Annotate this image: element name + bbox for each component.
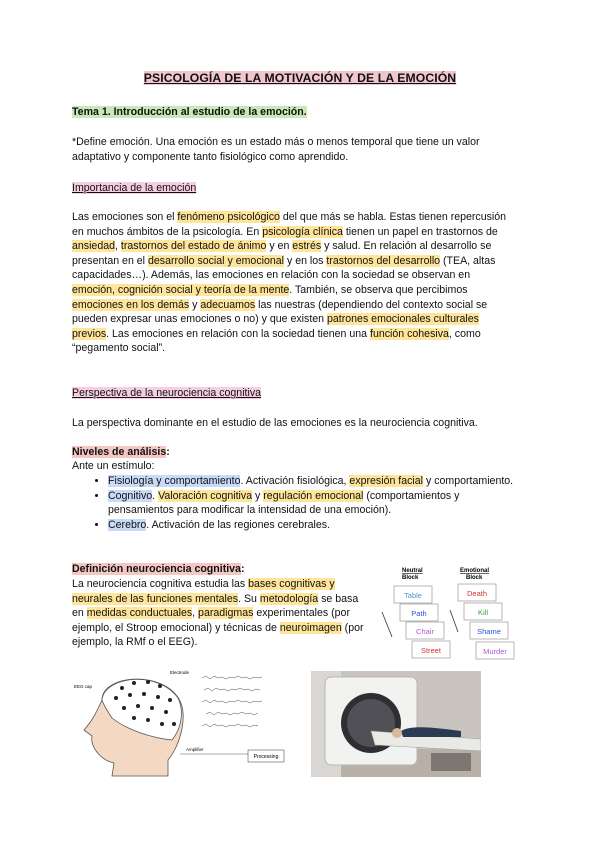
arrow-line	[450, 610, 458, 632]
niveles-intro: Ante un estímulo:	[72, 460, 155, 472]
niveles-heading: Niveles de análisis:	[72, 446, 170, 458]
def-heading: Definición neurociencia cognitiva:	[72, 563, 245, 575]
list-item: • Cerebro. Activación de las regiones cerebrales.	[108, 518, 528, 533]
emotional-label: Emotional	[460, 568, 490, 574]
stroop-word: Street	[420, 646, 442, 655]
stroop-word: Kill	[477, 608, 489, 617]
neutral-label: Neutral	[402, 568, 423, 574]
def-paragraph: La neurociencia cognitiva estudia las bases cognitivas y neurales de las funciones mentales. Su metodología se basa en medidas conductuales, paradigmas experimentales (por ejemplo, el Stroop emocional) y técnicas de neuroimagen (por ejemplo, la RMf o el EEG).	[72, 578, 364, 649]
tema-heading: Tema 1. Introducción al estudio de la emoción.	[72, 106, 307, 118]
define-paragraph: *Define emoción. Una emoción es un estado más o menos temporal que tiene un valor adaptativo y componente tanto fisiológico como aprendido.	[72, 136, 480, 163]
neutral-label-2: Block	[402, 575, 419, 581]
list-item: • Fisiología y comportamiento. Activación fisiológica, expresión facial y comportamiento.	[108, 474, 528, 489]
niveles-list	[72, 474, 528, 532]
stroop-word: Shame	[477, 627, 501, 636]
list-item: • Cognitivo. Valoración cognitiva y regulación emocional (comportamientos y pensamientos para modificar la intensidad de una emoción).	[108, 489, 528, 518]
amplifier-label: Amplifier	[186, 747, 204, 752]
electrode-label: Electrode	[170, 670, 190, 675]
stroop-word: Path	[411, 609, 427, 618]
arrow-line	[382, 612, 392, 637]
perspectiva-heading: Perspectiva de la neurociencia cognitiva	[72, 387, 262, 399]
stroop-word: Death	[466, 589, 488, 598]
perspectiva-paragraph: La perspectiva dominante en el estudio de las emociones es la neurociencia cognitiva.	[72, 417, 478, 429]
emotional-label-2: Block	[466, 575, 483, 581]
eeg-traces	[202, 676, 262, 727]
cap-label: EEG cap	[74, 684, 93, 689]
page-title: PSICOLOGÍA DE LA MOTIVACIÓN Y DE LA EMOCIÓN	[143, 71, 457, 85]
processing-label: Processing	[253, 754, 279, 760]
mri-photo	[311, 671, 481, 777]
stroop-word: Murder	[483, 647, 507, 656]
stroop-figure	[378, 562, 528, 670]
stroop-word: Chair	[416, 627, 434, 636]
importancia-paragraph: Las emociones son el fenómeno psicológico del que más se habla. Estas tienen repercusión en muchos ámbitos de la psicología. En psicología clínica tienen un papel en trastornos de ansiedad, trastornos del estado de ánimo y en estrés y salud. En relación al desarrollo se presentan en el desarrollo social y emocional y en los trastornos del desarrollo (TEA, altas capacidades…). Además, las emociones en relación con la sociedad se observan en emoción, cognición social y teoría de la mente. También, se observa que percibimos emociones en los demás y adecuamos las nuestras (dependiendo del contexto social se pueden expresar unas emociones o no) y que existen patrones emocionales culturales previos. Las emociones en relación con la sociedad tienen una función cohesiva, como “pegamento social”.	[72, 211, 507, 355]
importancia-heading: Importancia de la emoción	[72, 182, 197, 194]
stroop-word: Table	[404, 591, 422, 600]
eeg-figure	[72, 668, 296, 778]
